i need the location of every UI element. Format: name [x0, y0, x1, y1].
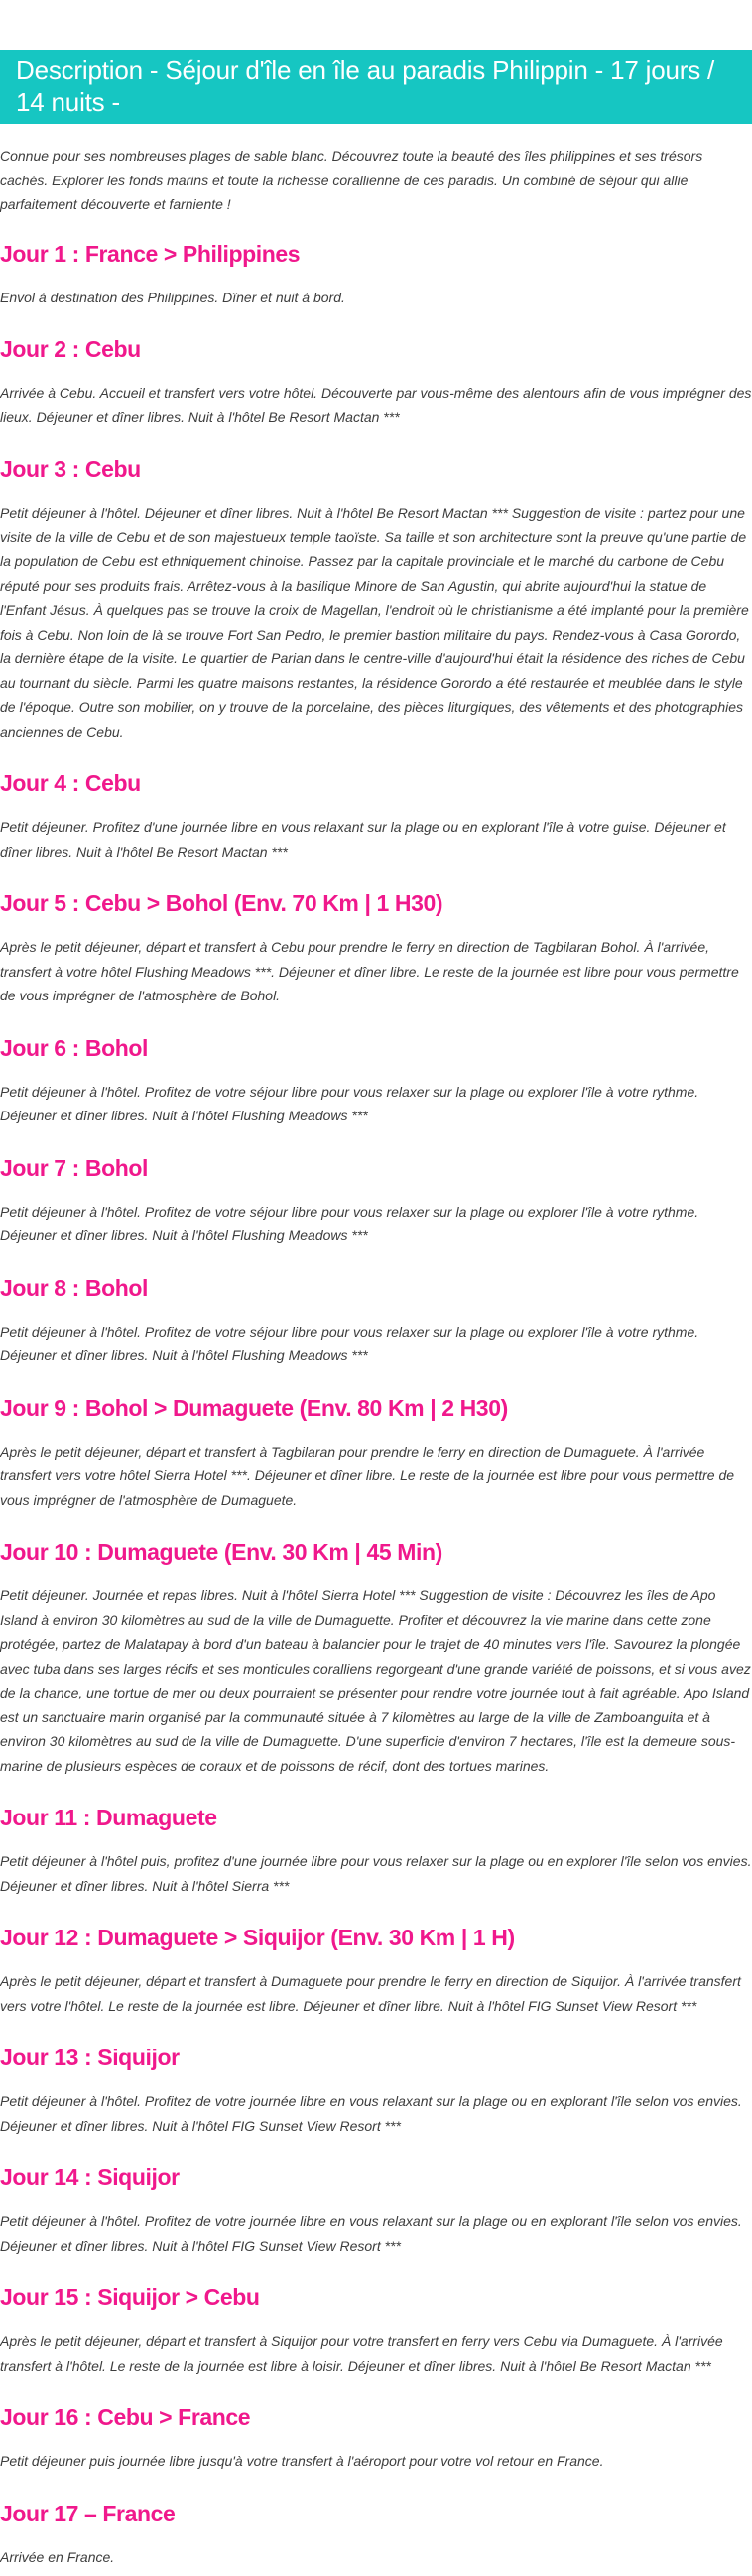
- day-title: Jour 5 : Cebu > Bohol (Env. 70 Km | 1 H30): [0, 890, 443, 916]
- day-title: Jour 17 – France: [0, 2500, 176, 2526]
- day-section: [0, 1153, 752, 1248]
- day-description: Petit déjeuner puis journée libre jusqu'à votre transfert à l'aéroport pour votre vol retour en France.: [0, 2453, 604, 2469]
- description-banner: Description - Séjour d'île en île au paradis Philippin - 17 jours / 14 nuits -: [0, 50, 752, 124]
- day-section: [0, 334, 752, 429]
- day-description: Après le petit déjeuner, départ et transfert à Dumaguete pour prendre le ferry en direction de Siquijor. À l'arrivée transfert vers votre l'hôtel. Le reste de la journée est libre. Déjeuner et dîner libre. Nuit à l'hôtel FIG Sunset View Resort ***: [0, 1973, 741, 2014]
- day-description: Arrivée en France.: [0, 2548, 115, 2565]
- day-description: Petit déjeuner à l'hôtel. Profitez de votre séjour libre pour vous relaxer sur la plage ou explorer l'île à votre rythme. Déjeuner et dîner libres. Nuit à l'hôtel Flushing Meadows ***: [0, 1323, 699, 1363]
- day-section: [0, 2043, 752, 2138]
- day-description: Envol à destination des Philippines. Dîner et nuit à bord.: [0, 289, 345, 305]
- day-description: Après le petit déjeuner, départ et transfert à Siquijor pour votre transfert en ferry vers Cebu via Dumaguete. À l'arrivée transfert à l'hôtel. Le reste de la journée est libre à loisir. Déjeuner et dîner libres. Nuit à l'hôtel Be Resort Mactan ***: [0, 2333, 723, 2374]
- day-description: Petit déjeuner. Profitez d'une journée libre en vous relaxant sur la plage ou en explorant l'île à votre guise. Déjeuner et dîner libres. Nuit à l'hôtel Be Resort Mactan ***: [0, 819, 726, 860]
- day-section: [0, 1393, 752, 1513]
- day-section: [0, 2402, 752, 2474]
- day-title: Jour 16 : Cebu > France: [0, 2404, 251, 2430]
- day-title: Jour 9 : Bohol > Dumaguete (Env. 80 Km | 2 H30): [0, 1394, 508, 1421]
- day-title: Jour 2 : Cebu: [0, 336, 141, 362]
- day-title: Jour 11 : Dumaguete: [0, 1805, 217, 1830]
- day-description: Arrivée à Cebu. Accueil et transfert vers votre hôtel. Découverte par vous-même des alentours afin de vous imprégner des lieux. Déjeuner et dîner libres. Nuit à l'hôtel Be Resort Mactan ***: [0, 385, 752, 425]
- day-title: Jour 8 : Bohol: [0, 1274, 149, 1301]
- day-section: [0, 888, 752, 1008]
- day-title: Jour 1 : France > Philippines: [0, 240, 301, 267]
- day-title: Jour 12 : Dumaguete > Siquijor (Env. 30 Km | 1 H): [0, 1925, 515, 1950]
- intro-paragraph: Connue pour ses nombreuses plages de sable blanc. Découvrez toute la beauté des îles philippines et ses trésors cachés. Explorer les fonds marins et toute la richesse corallienne de ces paradis. Un combiné de séjour qui allie parfaitement découverte et farniente !: [0, 148, 703, 212]
- day-title: Jour 4 : Cebu: [0, 770, 141, 796]
- day-description: Petit déjeuner à l'hôtel. Profitez de votre journée libre en vous relaxant sur la plage ou en explorant l'île selon vos envies. Déjeuner et dîner libres. Nuit à l'hôtel FIG Sunset View Resort ***: [0, 2093, 742, 2134]
- day-section: [0, 1033, 752, 1128]
- day-section: [0, 239, 752, 310]
- day-description: Petit déjeuner à l'hôtel puis, profitez d'une journée libre pour vous relaxer sur la plage ou en explorer l'île selon vos envies. Déjeuner et dîner libres. Nuit à l'hôtel Sierra ***: [0, 1853, 752, 1894]
- day-section: [0, 2283, 752, 2378]
- day-description: Après le petit déjeuner, départ et transfert à Tagbilaran pour prendre le ferry en direction de Dumaguete. À l'arrivée transfert vers votre hôtel Sierra Hotel ***. Déjeuner et dîner libre. Le reste de la journée est libre pour vous permettre de vous imprégner de l'atmosphère de Dumaguete.: [0, 1443, 735, 1508]
- itinerary-list: [0, 239, 752, 2570]
- day-section: [0, 2163, 752, 2258]
- day-section: [0, 768, 752, 864]
- day-title: Jour 3 : Cebu: [0, 456, 141, 482]
- day-section: [0, 1803, 752, 1898]
- day-description: Après le petit déjeuner, départ et transfert à Cebu pour prendre le ferry en direction de Tagbilaran Bohol. À l'arrivée, transfert à votre hôtel Flushing Meadows ***. Déjeuner et dîner libre. Le reste de la journée est libre pour vous permettre de vous imprégner de l'atmosphère de Bohol.: [0, 939, 739, 1003]
- day-description: Petit déjeuner à l'hôtel. Profitez de votre séjour libre pour vous relaxer sur la plage ou explorer l'île à votre rythme. Déjeuner et dîner libres. Nuit à l'hôtel Flushing Meadows ***: [0, 1083, 699, 1123]
- day-title: Jour 15 : Siquijor > Cebu: [0, 2284, 260, 2310]
- day-title: Jour 10 : Dumaguete (Env. 30 Km | 45 Min): [0, 1539, 442, 1565]
- day-title: Jour 6 : Bohol: [0, 1034, 149, 1061]
- day-title: Jour 7 : Bohol: [0, 1154, 149, 1181]
- day-title: Jour 14 : Siquijor: [0, 2165, 180, 2190]
- day-title: Jour 13 : Siquijor: [0, 2045, 180, 2070]
- day-description: Petit déjeuner à l'hôtel. Profitez de votre journée libre en vous relaxant sur la plage ou en explorant l'île selon vos envies. Déjeuner et dîner libres. Nuit à l'hôtel FIG Sunset View Resort ***: [0, 2213, 742, 2254]
- day-description: Petit déjeuner à l'hôtel. Déjeuner et dîner libres. Nuit à l'hôtel Be Resort Mactan *** Suggestion de visite : partez pour une visite de la ville de Cebu et de son majestueux temple taoïste. Sa taille et son architecture sont la preuve qu'une partie de la population de Cebu est ethniquement chinoise. Passez par la capitale provinciale et le marché du carbone de Cebu réputé pour ses produits frais. Arrêtez-vous à la basilique Minore de San Agustin, qui abrite aujourd'hui la statue de l'Enfant Jésus. À quelques pas se trouve la croix de Magellan, l'endroit où le christianisme a été implanté pour la première fois à Cebu. Non loin de là se trouve Fort San Pedro, le premier bastion militaire du pays. Rendez-vous à Casa Gorordo, la dernière étape de la visite. Le quartier de Parian dans le centre-ville d'aujourd'hui était la résidence des riches de Cebu au tournant du siècle. Parmi les quatre maisons restantes, la résidence Gorordo a été restaurée et meublée dans le style de l'époque. Outre son mobilier, on y trouve de la porcelaine, des pièces liturgiques, des vêtements et des photographies anciennes de Cebu.: [0, 505, 749, 740]
- day-section: [0, 1923, 752, 2018]
- day-section: [0, 1273, 752, 1368]
- day-section: [0, 2499, 752, 2570]
- day-section: [0, 1537, 752, 1778]
- day-description: Petit déjeuner. Journée et repas libres. Nuit à l'hôtel Sierra Hotel *** Suggestion de visite : Découvrez les îles de Apo Island à environ 30 kilomètres au sud de la ville de Dumaguette. Profiter et découvrez la vie marine dans cette zone protégée, partez de Malatapay à bord d'un bateau à balancier pour le trajet de 40 minutes vers l'île. Savourez la plongée avec tuba dans ses larges récifs et ses monticules coralliens regorgeant d'une grande variété de poissons, et si vous avez de la chance, une tortue de mer ou deux pourraient se présenter pour rendre votre journée tout à fait agréable. Apo Island est un sanctuaire marin organisé par la communauté située à 7 kilomètres au large de la ville de Zamboanguita et à environ 30 kilomètres au sud de la ville de Dumaguette. D'une superficie d'environ 7 hectares, l'île est la demeure sous-marine de plusieurs espèces de coraux et de poissons de récif, dont des tortues marines.: [0, 1587, 751, 1774]
- day-description: Petit déjeuner à l'hôtel. Profitez de votre séjour libre pour vous relaxer sur la plage ou explorer l'île à votre rythme. Déjeuner et dîner libres. Nuit à l'hôtel Flushing Meadows ***: [0, 1203, 699, 1243]
- day-section: [0, 454, 752, 744]
